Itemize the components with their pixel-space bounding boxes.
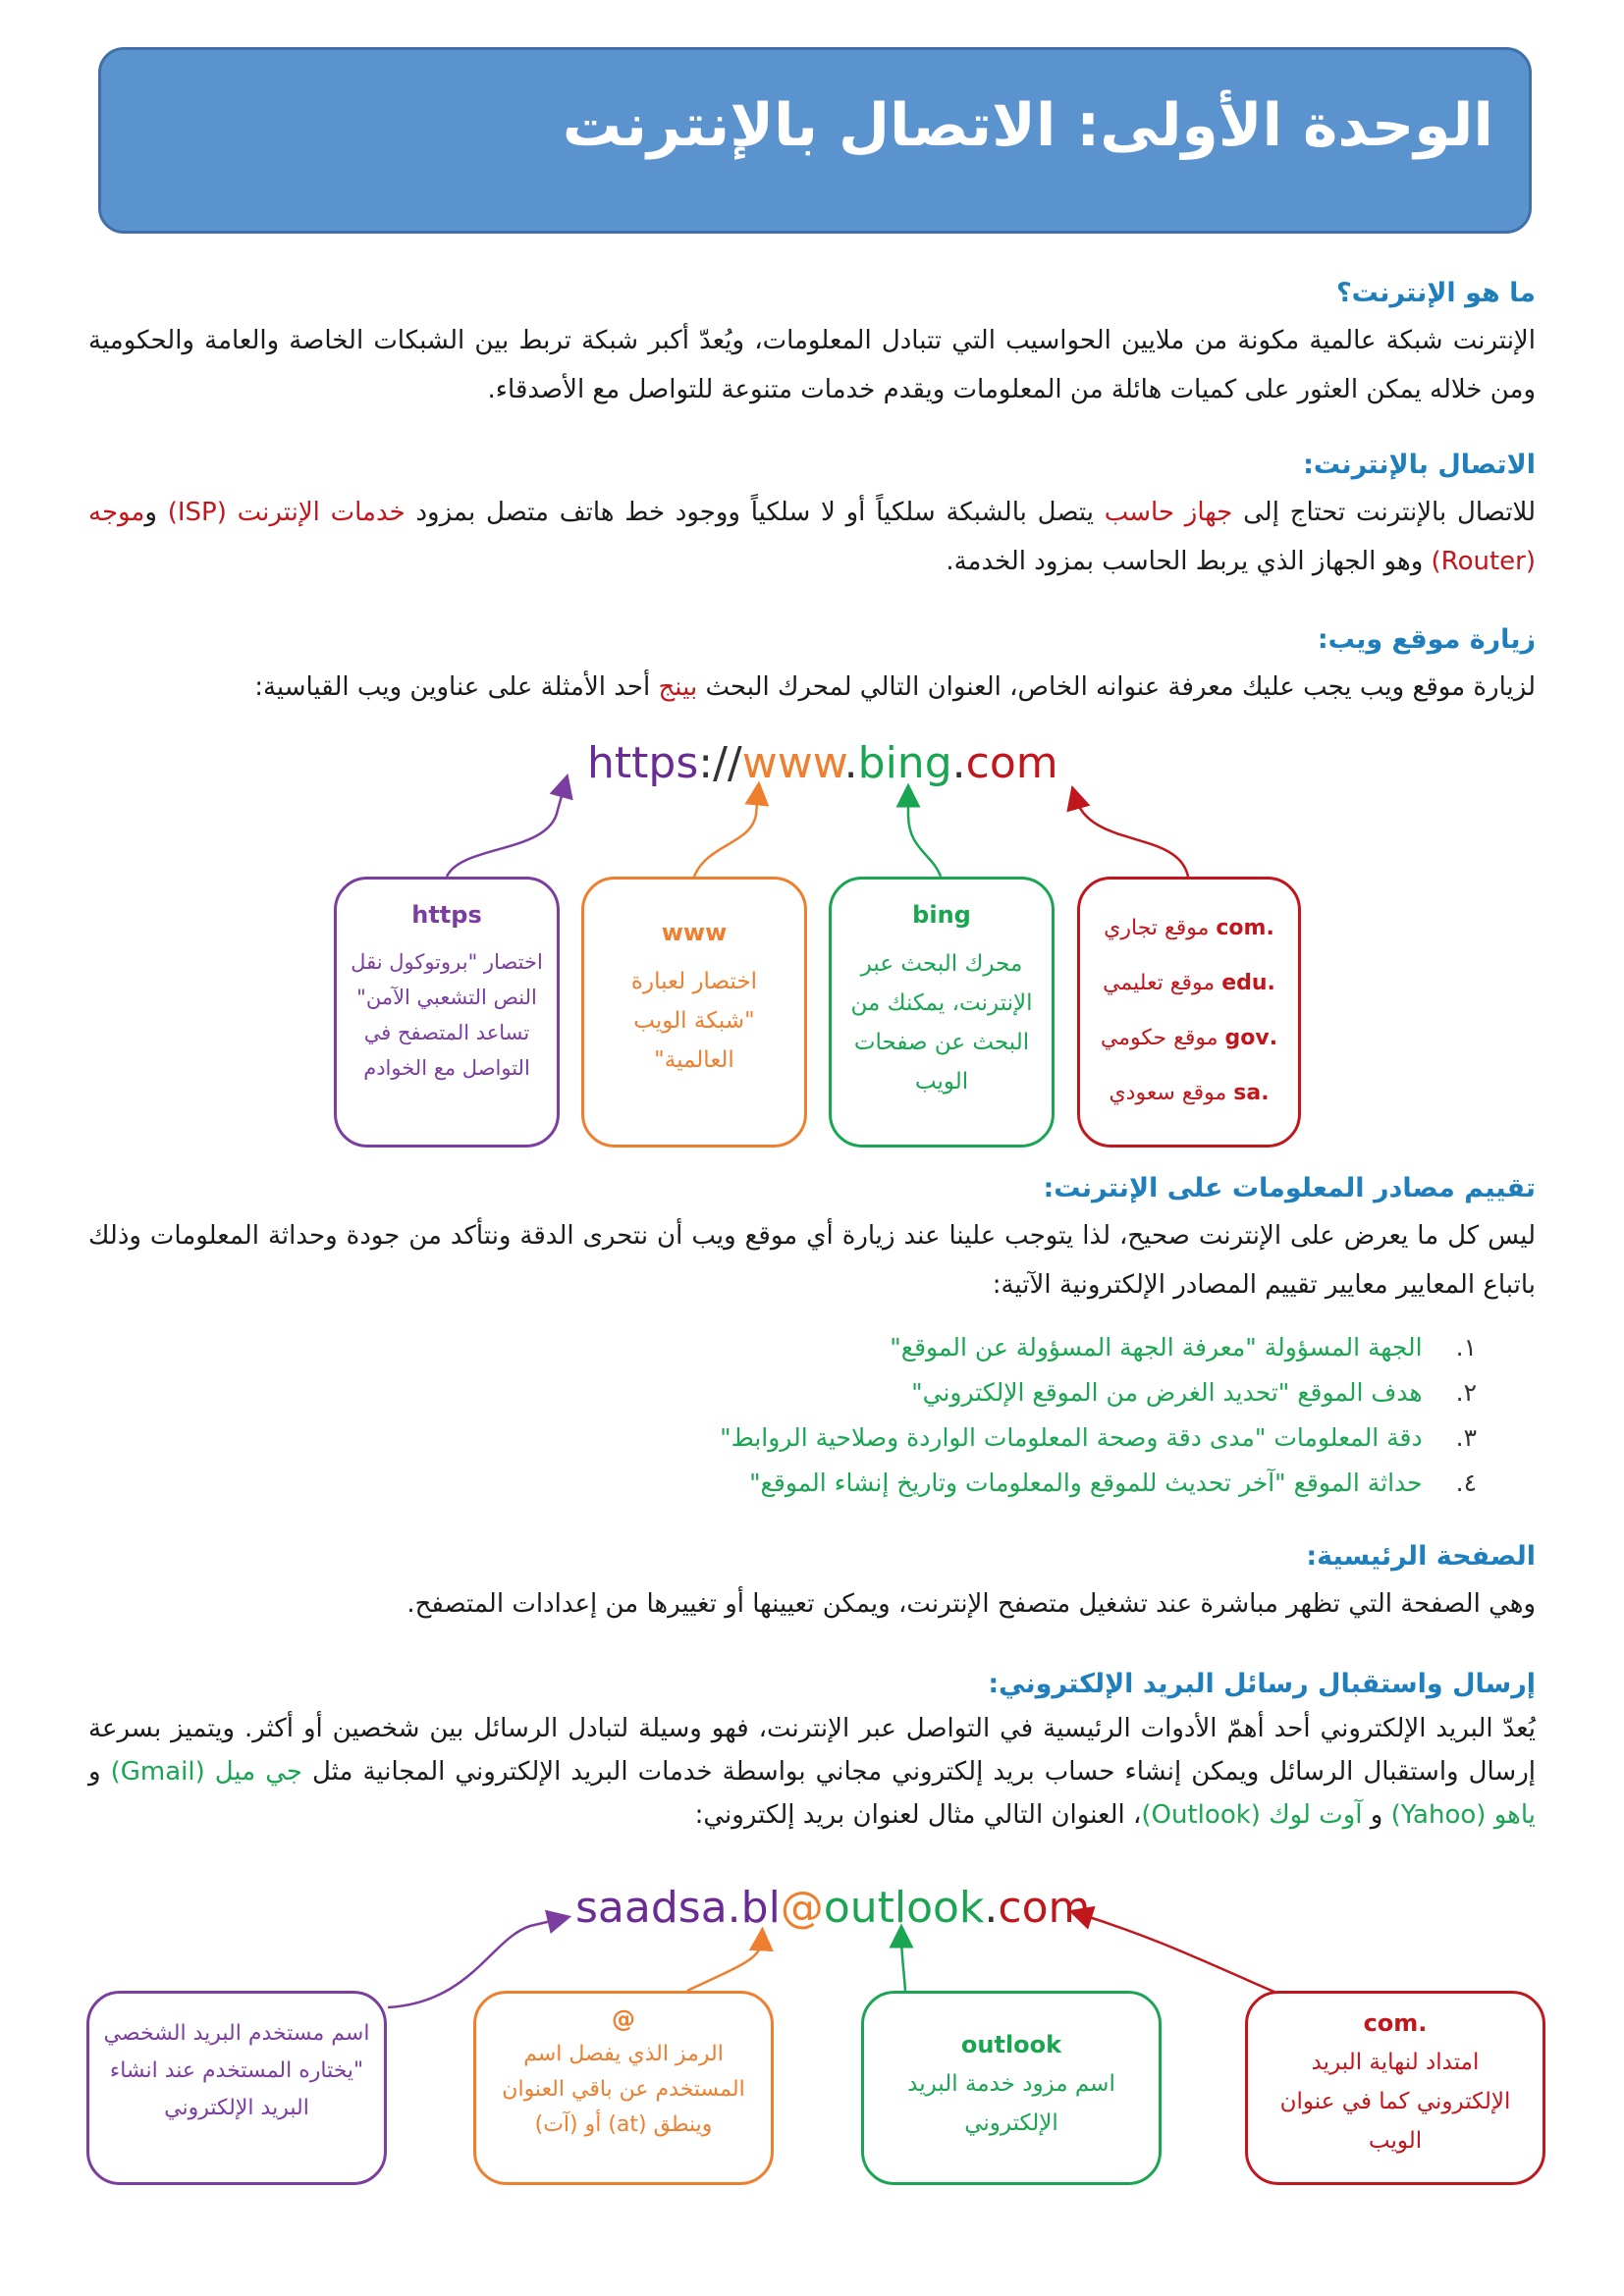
- item-text: الجهة المسؤولة "معرفة الجهة المسؤولة عن الموقع": [890, 1333, 1423, 1362]
- text: و: [88, 1757, 111, 1787]
- item-text: هدف الموقع "تحديد الغرض من الموقع الإلكتروني": [911, 1378, 1423, 1407]
- section-body: ليس كل ما يعرض على الإنترنت صحيح، لذا يتوجب علينا عند زيارة أي موقع ويب أن نتحرى الدقة ونتأكد من جودة وحداثة المعلومات وذلك باتباع المعايير معايير تقييم المصادر الإلكترونية الآتية:: [88, 1221, 1536, 1300]
- domain-label: موقع تجاري: [1104, 916, 1210, 940]
- section-heading: الصفحة الرئيسية:: [1306, 1541, 1536, 1572]
- section-heading: الاتصال بالإنترنت:: [1303, 450, 1536, 480]
- card-title: bing: [912, 901, 971, 929]
- arrow-www: [694, 793, 758, 877]
- domain-code: .sa: [1233, 1081, 1270, 1105]
- domain-label: موقع حكومي: [1100, 1026, 1218, 1050]
- highlight-outlook: آوت لوك (Outlook): [1141, 1800, 1363, 1830]
- url-part-com: com: [965, 738, 1058, 788]
- url-part-sep: ://: [698, 738, 742, 788]
- text: ، العنوان التالي مثال لعنوان بريد إلكتروني:: [694, 1800, 1142, 1830]
- highlight-isp: خدمات الإنترنت (ISP): [167, 498, 406, 527]
- domain-code: .edu: [1221, 971, 1275, 995]
- item-number: ٢.: [1455, 1378, 1477, 1407]
- arrow-email-provider: [901, 1936, 905, 1991]
- item-number: ١.: [1455, 1333, 1477, 1362]
- domain-label: موقع سعودي: [1109, 1081, 1227, 1105]
- email-part-dot: .: [984, 1883, 999, 1933]
- arrow-bing: [908, 795, 941, 877]
- card-body: الرمز الذي يفصل اسم المستخدم عن باقي العنوان وينطق (at) أو (آت): [502, 2042, 745, 2137]
- card-body: محرك البحث عبر الإنترنت، يمكنك من البحث عن صفحات الويب: [850, 951, 1033, 1095]
- url-part-bing: bing: [857, 738, 952, 788]
- arrow-https: [447, 785, 565, 877]
- item-number: ٣.: [1455, 1423, 1477, 1452]
- highlight-gmail: جي ميل (Gmail): [110, 1757, 302, 1787]
- url-part-www: www: [741, 738, 844, 788]
- text: أحد الأمثلة على عناوين ويب القياسية:: [254, 672, 659, 702]
- text: لزيارة موقع ويب يجب عليك معرفة عنوانه الخاص، العنوان التالي لمحرك البحث: [697, 672, 1536, 702]
- highlight-computer: جهاز حاسب: [1104, 498, 1233, 527]
- url-part-https: https: [587, 738, 699, 788]
- text: يتصل بالشبكة سلكياً أو لا سلكياً ووجود خط هاتف متصل بمزود: [405, 498, 1105, 527]
- domain-code: .com: [1216, 916, 1274, 940]
- arrow-email-at: [687, 1939, 762, 1991]
- url-part-dot: .: [951, 738, 966, 788]
- card-title: https: [411, 901, 482, 929]
- section-heading: إرسال واستقبال رسائل البريد الإلكتروني:: [988, 1669, 1536, 1699]
- card-body: اختصار "بروتوكول نقل النص التشعبي الآمن" تساعد المتصفح في التواصل مع الخوادم: [351, 950, 543, 1080]
- section-body: وهي الصفحة التي تظهر مباشرة عند تشغيل متصفح الإنترنت، ويمكن تعيينها أو تغييرها من إعدادات المتصفح.: [406, 1589, 1536, 1619]
- domain-code: .gov: [1224, 1026, 1278, 1050]
- item-number: ٤.: [1455, 1468, 1477, 1497]
- card-title: outlook: [960, 2031, 1062, 2058]
- domain-label: موقع تعليمي: [1103, 971, 1216, 995]
- text: يُعدّ البريد الإلكتروني أحد أهمّ الأدوات الرئيسية في التواصل عبر الإنترنت، فهو وسيلة لتبادل الرسائل بين شخصين أو أكثر. ويتميز بسرعة إرسال واستقبال الرسائل ويمكن إنشاء حساب بريد إلكتروني مجاني بواسطة خدمات البريد الإلكتروني المجانية مثل: [88, 1714, 1536, 1787]
- arrow-com: [1075, 797, 1188, 877]
- text: و: [144, 498, 168, 527]
- highlight-router: موجه (Router): [88, 498, 1536, 576]
- email-part-provider: outlook: [823, 1883, 985, 1933]
- card-body: اسم مزود خدمة البريد الإلكتروني: [907, 2071, 1115, 2136]
- email-part-user: saadsa.bl: [575, 1883, 781, 1933]
- highlight-yahoo: ياهو (Yahoo): [1390, 1800, 1536, 1830]
- text: للاتصال بالإنترنت تحتاج إلى: [1232, 498, 1536, 527]
- text: وهو الجهاز الذي يربط الحاسب بمزود الخدمة.: [946, 547, 1432, 576]
- card-title: .com: [1363, 2009, 1428, 2037]
- item-text: دقة المعلومات "مدى دقة وصحة المعلومات الواردة وصلاحية الروابط": [720, 1423, 1423, 1452]
- email-part-com: com: [998, 1883, 1091, 1933]
- card-body: امتداد لنهاية البريد الإلكتروني كما في عنوان الويب: [1279, 2050, 1511, 2154]
- section-heading: زيارة موقع ويب:: [1317, 624, 1536, 655]
- url-part-dot: .: [843, 738, 858, 788]
- section-heading: ما هو الإنترنت؟: [1335, 278, 1536, 308]
- card-body: اختصار لعبارة "شبكة الويب العالمية": [630, 969, 758, 1073]
- section-body: الإنترنت شبكة عالمية مكونة من ملايين الحواسيب التي تتبادل المعلومات، ويُعدّ أكبر شبكة تربط بين الشبكات الخاصة والعامة والحكومية ومن خلاله يمكن العثور على كميات هائلة من المعلومات ويقدم خدمات متنوعة للتواصل مع الأصدقاء.: [88, 326, 1536, 404]
- arrow-email-user: [388, 1919, 560, 2007]
- card-title: @: [612, 2005, 635, 2033]
- highlight-bing: بينج: [658, 672, 698, 702]
- text: و: [1362, 1800, 1391, 1830]
- card-body: اسم مستخدم البريد الشخصي "يختاره المستخدم عند انشاء البريد الإلكتروني: [103, 2021, 370, 2120]
- card-title: www: [661, 919, 728, 946]
- section-heading: تقييم مصادر المعلومات على الإنترنت:: [1043, 1173, 1536, 1203]
- arrow-email-com: [1080, 1914, 1276, 1993]
- email-part-at: @: [780, 1883, 824, 1933]
- page-title: الوحدة الأولى: الاتصال بالإنترنت: [562, 91, 1493, 160]
- item-text: حداثة الموقع "آخر تحديث للموقع والمعلومات وتاريخ إنشاء الموقع": [749, 1468, 1423, 1497]
